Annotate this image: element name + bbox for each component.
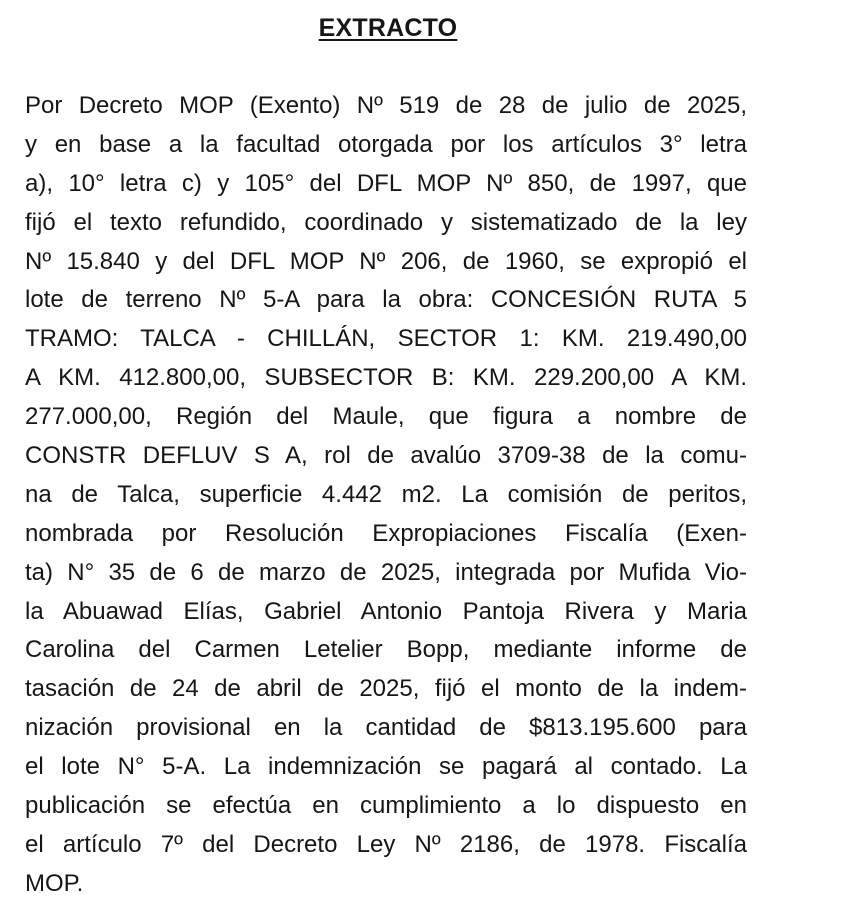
body-line: tasación de 24 de abril de 2025, fijó el monto de la indem- [25, 675, 747, 703]
body-line: A KM. 412.800,00, SUBSECTOR B: KM. 229.200,00 A KM. [25, 364, 747, 392]
body-line: Nº 15.840 y del DFL MOP Nº 206, de 1960, se expropió el [25, 247, 747, 275]
body-line: nombrada por Resolución Expropiaciones Fiscalía (Exen- [25, 519, 747, 547]
body-line: na de Talca, superficie 4.442 m2. La comisión de peritos, [25, 480, 747, 508]
body-line: lote de terreno Nº 5-A para la obra: CONCESIÓN RUTA 5 [25, 286, 747, 314]
body-line: 277.000,00, Región del Maule, que figura a nombre de [25, 403, 747, 431]
document-body [25, 87, 747, 904]
body-line: el lote N° 5-A. La indemnización se pagará al contado. La [25, 753, 747, 781]
body-line: CONSTR DEFLUV S A, rol de avalúo 3709-38 de la comu- [25, 442, 747, 470]
body-line: fijó el texto refundido, coordinado y sistematizado de la ley [25, 208, 747, 236]
body-line: y en base a la facultad otorgada por los artículos 3° letra [25, 130, 747, 158]
body-line: publicación se efectúa en cumplimiento a lo dispuesto en [25, 792, 747, 820]
document-title: EXTRACTO [318, 14, 458, 42]
body-line: a), 10° letra c) y 105° del DFL MOP Nº 850, de 1997, que [25, 169, 747, 197]
body-line: la Abuawad Elías, Gabriel Antonio Pantoja Rivera y Maria [25, 597, 747, 625]
body-line: nización provisional en la cantidad de $813.195.600 para [25, 714, 747, 742]
body-line-last: MOP. [25, 869, 84, 897]
body-line: Carolina del Carmen Letelier Bopp, mediante informe de [25, 636, 747, 664]
body-line: ta) N° 35 de 6 de marzo de 2025, integrada por Mufida Vio- [25, 558, 747, 586]
body-line: el artículo 7º del Decreto Ley Nº 2186, de 1978. Fiscalía [25, 830, 747, 858]
body-line: Por Decreto MOP (Exento) Nº 519 de 28 de julio de 2025, [25, 92, 747, 119]
body-line: TRAMO: TALCA - CHILLÁN, SECTOR 1: KM. 219.490,00 [25, 325, 747, 353]
